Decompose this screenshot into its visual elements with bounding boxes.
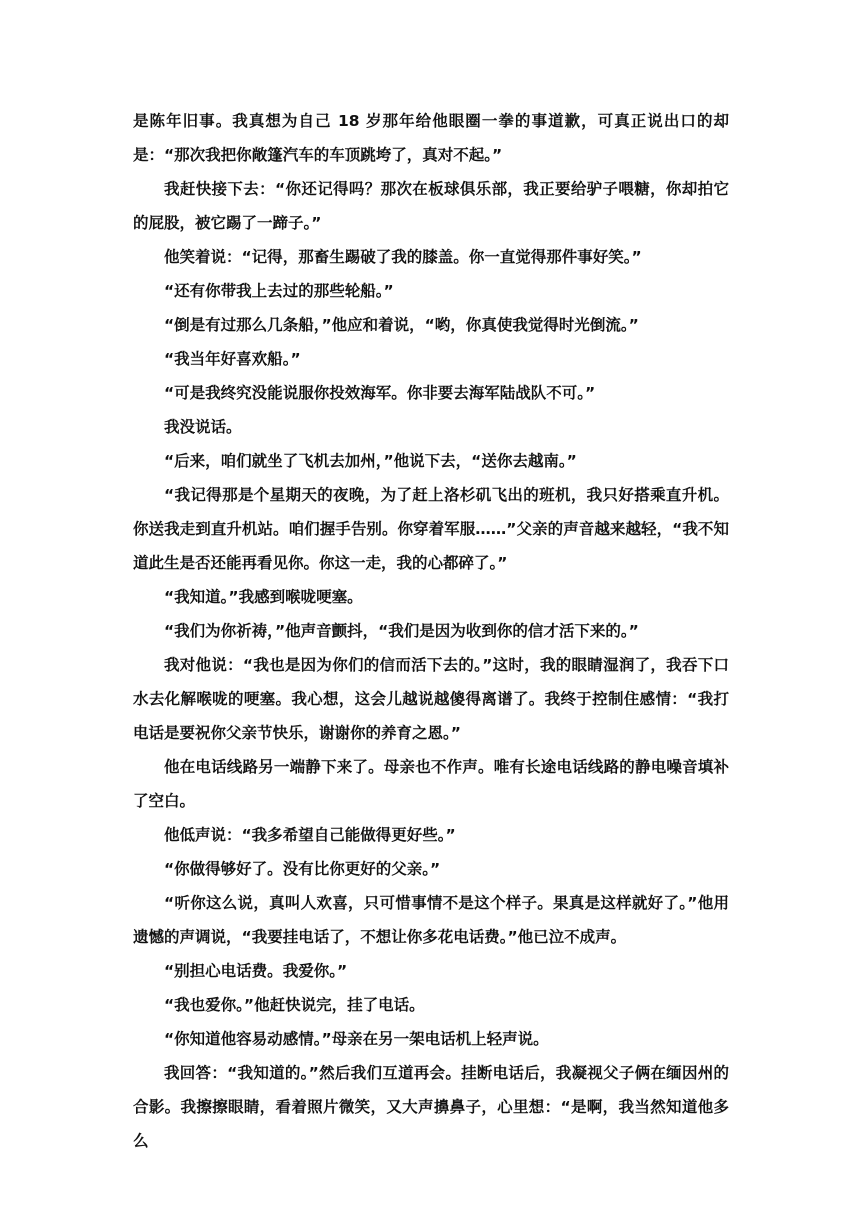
paragraph: 我对他说：“我也是因为你们的信而活下去的。”这时，我的眼睛湿润了，我吞下口水去化解喉咙的哽塞。我心想，这会儿越说越傻得离谱了。我终于控制住感情：“我打电话是要祝你父亲节快乐，谢谢你的养育之恩。” <box>133 656 729 742</box>
paragraph: 我没说话。 <box>164 418 242 436</box>
paragraph: 他低声说：“我多希望自己能做得更好些。” <box>164 826 456 844</box>
paragraph: 我回答：“我知道的。”然后我们互道再会。挂断电话后，我凝视父子俩在缅因州的合影。我擦擦眼睛，看着照片微笑，又大声擤鼻子，心里想：“是啊，我当然知道他多么 <box>133 1064 729 1150</box>
paragraph: 他笑着说：“记得，那畜生踢破了我的膝盖。你一直觉得那件事好笑。” <box>164 248 642 266</box>
paragraph: “我也爱你。”他赶快说完，挂了电话。 <box>164 996 425 1014</box>
paragraph: 是陈年旧事。我真想为自己 18 岁那年给他眼圈一拳的事道歉，可真正说出口的却是：“那次我把你敞篷汽车的车顶跳垮了，真对不起。” <box>133 112 729 164</box>
paragraph: 他在电话线路另一端静下来了。母亲也不作声。唯有长途电话线路的静电噪音填补了空白。 <box>133 758 729 810</box>
paragraph: “我们为你祈祷，”他声音颤抖，“我们是因为收到你的信才活下来的。” <box>164 622 639 640</box>
paragraph: “后来，咱们就坐了飞机去加州，”他说下去，“送你去越南。” <box>164 452 577 470</box>
paragraph: 我赶快接下去：“你还记得吗？那次在板球俱乐部，我正要给驴子喂糖，你却拍它的屁股，被它踢了一蹄子。” <box>133 180 729 232</box>
paragraph: “可是我终究没能说服你投效海军。你非要去海军陆战队不可。” <box>164 384 596 402</box>
paragraph: “你知道他容易动感情。”母亲在另一架电话机上轻声说。 <box>164 1030 549 1048</box>
document-body <box>133 104 729 1158</box>
paragraph: “别担心电话费。我爱你。” <box>164 962 348 980</box>
paragraph: “我记得那是个星期天的夜晚，为了赶上洛杉矶飞出的班机，我只好搭乘直升机。你送我走到直升机站。咱们握手告别。你穿着军服……”父亲的声音越来越轻，“我不知道此生是否还能再看见你。你这一走，我的心都碎了。” <box>133 486 729 572</box>
paragraph: “倒是有过那么几条船，”他应和着说，“哟，你真使我觉得时光倒流。” <box>164 316 639 334</box>
paragraph: “听你这么说，真叫人欢喜，只可惜事情不是这个样子。果真是这样就好了。”他用遗憾的声调说，“我要挂电话了，不想让你多花电话费。”他已泣不成声。 <box>133 894 729 946</box>
paragraph: “你做得够好了。没有比你更好的父亲。” <box>164 860 441 878</box>
paragraph: “我当年好喜欢船。” <box>164 350 301 368</box>
paragraph: “还有你带我上去过的那些轮船。” <box>164 282 394 300</box>
paragraph: “我知道。”我感到喉咙哽塞。 <box>164 588 363 606</box>
